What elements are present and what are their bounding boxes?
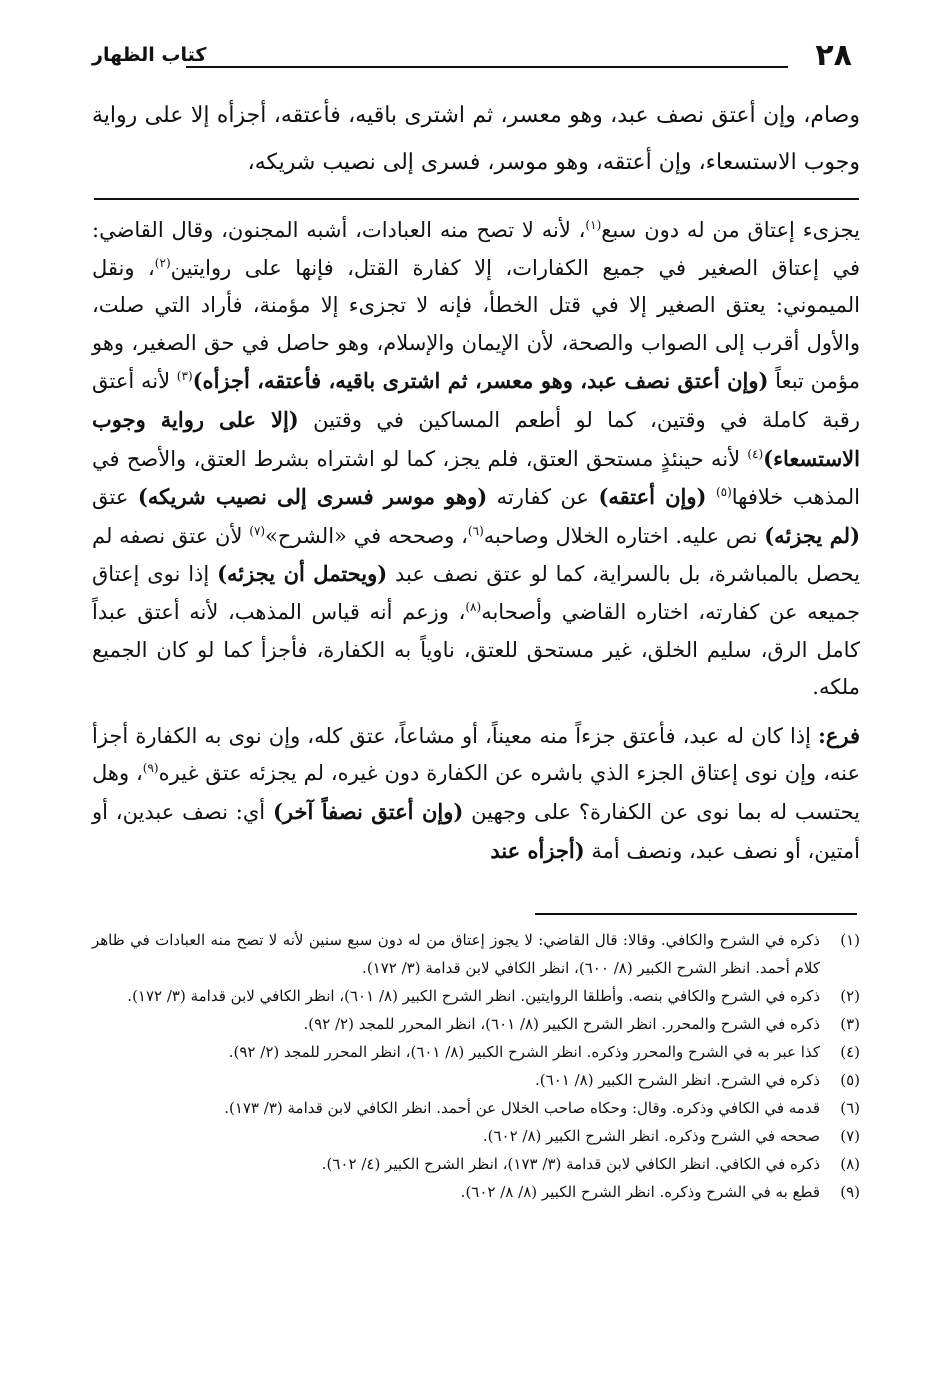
footnote-item [92,1122,860,1150]
commentary-segment: إذا كان له عبد، فأعتق جزءاً منه معيناً، أو مشاعاً، عتق كله، وإن نوى به الكفارة أجزأ عنه، وإن نوى إعتاق الجزء الذي باشره عن الكفارة دون غيره، لم يجزئه عتق غيره [92,723,860,786]
page-header [92,38,858,78]
running-title: كتاب الظهار [92,44,207,66]
commentary-segment: لأنه أعتق رقبة كاملة في وقتين، كما لو أطعم المساكين في وقتين [92,369,860,432]
footnote-divider [535,913,857,915]
footnotes [92,926,860,1206]
commentary-segment: ، وصححه في «الشرح» [265,523,468,548]
footnote-text: قطع به في الشرح وذكره. انظر الشرح الكبير (٨/ ٨/ ٦٠٢). [460,1183,820,1201]
commentary-segment: ، وهل يحتسب له بما نوى عن الكفارة؟ على وجهين [92,761,860,824]
footnote-reference: (٣) [176,369,193,384]
commentary-paragraph [92,212,860,707]
footnote-number: (٦) [840,1099,860,1117]
commentary-segment: ، لأنه لا تصح منه العبادات، أشبه المجنون، وقال القاضي: في إعتاق الصغير في جميع الكفارات، إلا كفارة القتل، فإنها على روايتين [92,218,860,280]
footnote-item [92,1150,860,1178]
quoted-matn-text: (وإن أعتق نصفاً آخر) [272,798,464,824]
commentary-segment: ، وزعم أنه قياس المذهب، لأنه أعتق عبداً كامل الرق، سليم الخلق، غير مستحق للعتق، ناوياً به الكفارة، فأجزأ كما لو كان الجميع ملكه. [92,599,860,700]
footnote-reference: (٥) [715,485,732,500]
quoted-matn-text: (وإن أعتق نصف عبد، وهو معسر، ثم اشترى باقيه، فأعتقه، أجزأه) [192,368,769,394]
footnote-item [92,1066,860,1094]
footnote-reference: (١) [585,218,602,232]
footnote-item [92,1038,860,1066]
footnote-item [92,926,860,982]
footnote-text: كذا عبر به في الشرح والمحرر وذكره. انظر الشرح الكبير (٨/ ٦٠١)، انظر المحرر للمجد (٢/ ٩٢). [228,1043,820,1061]
footnote-number: (٤) [840,1043,860,1061]
header-rule [186,66,788,68]
commentary-paragraph [92,717,860,870]
footnote-reference: (٨) [465,599,482,614]
commentary-segment: إذا نوى إعتاق جميعه عن كفارته، اختاره القاضي وأصحابه [92,562,860,624]
commentary-segment: أي: نصف عبدين، أو أمتين، أو نصف عبد، ونصف أمة [92,799,860,863]
footnote-reference: (٦) [467,523,484,538]
commentary-segment: عتق [92,485,138,510]
quoted-matn-text: فرع: [818,722,860,748]
commentary-segment: يجزىء إعتاق من له دون سبع [601,218,860,242]
footnote-text: ذكره في الشرح والكافي بنصه. وأطلقا الروايتين. انظر الشرح الكبير (٨/ ٦٠١)، انظر الكافي لابن قدامة (٣/ ١٧٢). [127,987,820,1005]
footnote-number: (٨) [840,1155,860,1173]
footnote-text: ذكره في الشرح. انظر الشرح الكبير (٨/ ٦٠١). [535,1071,820,1089]
footnote-item [92,1178,860,1206]
footnote-text: ذكره في الشرح والكافي. وقالا: قال القاضي: لا يجوز إعتاق من له دون سبع سنين لأنه لا تصح منه العبادات في ظاهر كلام أحمد. انظر الشرح الكبير (٨/ ٦٠٠)، انظر الكافي لابن قدامة (٣/ ١٧٢). [92,931,820,977]
matn-text: وصام، وإن أعتق نصف عبد، وهو معسر، ثم اشترى باقيه، فأعتقه، أجزأه إلا على رواية وجوب الاستسعاء، وإن أعتقه، وهو موسر، فسرى إلى نصيب شريكه، [92,103,860,175]
page-number: ٢٨ [815,38,852,73]
footnote-number: (٩) [840,1183,860,1201]
quoted-matn-text: (وإن أعتقه) [598,484,707,510]
footnote-text: ذكره في الشرح والمحرر. انظر الشرح الكبير (٨/ ٦٠١)، انظر المحرر للمجد (٢/ ٩٢). [303,1015,820,1033]
quoted-matn-text: (إلا على رواية وجوب الاستسعاء) [92,406,860,471]
commentary-text [92,212,860,870]
quoted-matn-text: (لم يجزئه) [764,522,861,548]
quoted-matn-text: (أجزأه عند [490,837,585,863]
footnote-reference: (٩) [142,761,159,776]
footnote-reference: (٧) [249,523,266,538]
commentary-segment: عن كفارته [487,485,599,510]
footnote-number: (١) [840,931,860,949]
commentary-segment: ، ونقل الميموني: يعتق الصغير إلا في قتل الخطأ، فإنه لا تجزىء إلا مؤمنة، فأراد التي صلت، والأول أقرب إلى الصواب والصحة، لأن الإيمان والإسلام، وهو حاصل في حق الصغير، وهو مؤمن تبعاً [92,255,860,394]
footnote-item [92,982,860,1010]
footnote-number: (٥) [840,1071,860,1089]
footnote-number: (٧) [840,1127,860,1145]
commentary-segment: لأن عتق نصفه لم يحصل بالمباشرة، بل بالسراية، كما لو عتق نصف عبد [92,523,860,587]
quoted-matn-text: (وهو موسر فسرى إلى نصيب شريكه) [137,484,488,510]
section-divider [94,198,859,200]
footnote-number: (٢) [840,987,860,1005]
footnote-item [92,1010,860,1038]
quoted-matn-text: (ويحتمل أن يجزئه) [217,561,388,587]
commentary-segment [706,485,716,509]
footnote-reference: (٤) [747,446,764,461]
footnote-text: ذكره في الكافي. انظر الكافي لابن قدامة (٣/ ١٧٣)، انظر الشرح الكبير (٤/ ٦٠٢). [321,1155,820,1173]
footnote-item [92,1094,860,1122]
footnote-text: قدمه في الكافي وذكره. وقال: وحكاه صاحب الخلال عن أحمد. انظر الكافي لابن قدامة (٣/ ١٧٣). [224,1099,820,1117]
commentary-segment: لأنه حينئذٍ مستحق العتق، فلم يجز، كما لو اشتراه بشرط العتق، والأصح في المذهب خلافها [92,446,860,510]
footnote-number: (٣) [840,1015,860,1033]
commentary-segment: نص عليه. اختاره الخلال وصاحبه [483,523,765,548]
footnote-text: صححه في الشرح وذكره. انظر الشرح الكبير (٨/ ٦٠٢). [482,1127,820,1145]
footnote-reference: (٢) [154,255,171,270]
